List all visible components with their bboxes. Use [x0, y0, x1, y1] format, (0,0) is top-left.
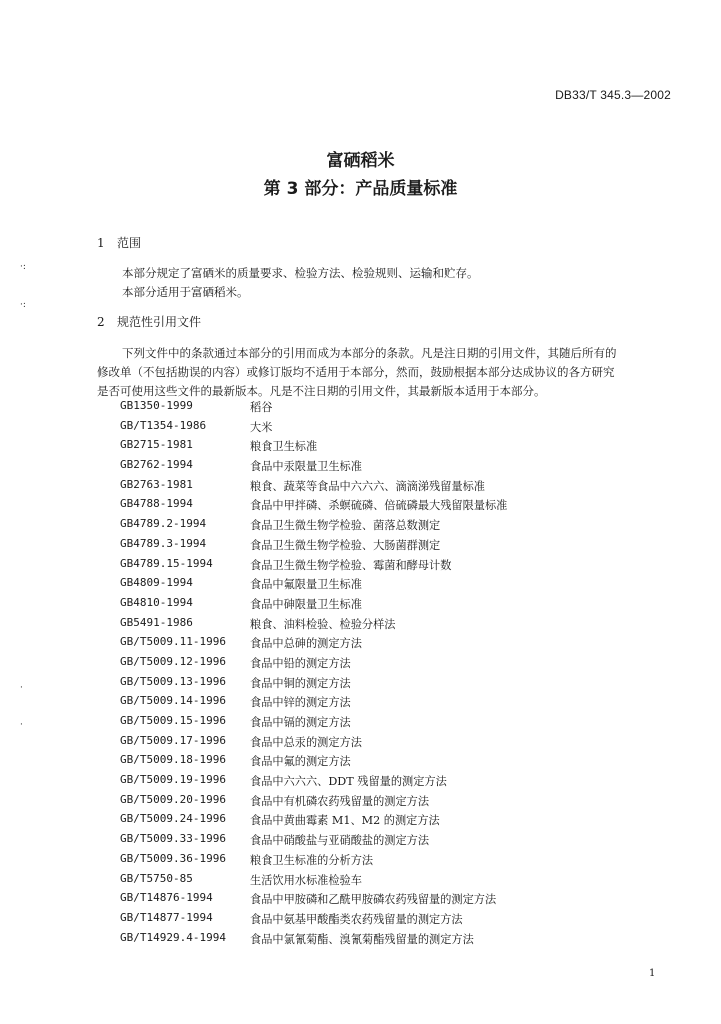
section-title: 规范性引用文件	[117, 315, 202, 329]
reference-item	[0, 692, 721, 712]
reference-code: GB/T5009.36-1996	[120, 851, 226, 865]
reference-code: GB4789.15-1994	[120, 556, 213, 570]
reference-item	[0, 771, 721, 791]
reference-title: 食品中六六六、DDT 残留量的测定方法	[250, 775, 447, 789]
reference-title: 粮食、蔬菜等食品中六六六、滴滴涕残留量标准	[250, 479, 485, 493]
reference-code: GB4788-1994	[120, 497, 193, 511]
reference-item	[0, 673, 721, 693]
reference-code: GB5491-1986	[120, 615, 193, 629]
margin-mark: ·:	[20, 262, 26, 272]
reference-item	[0, 751, 721, 771]
reference-code: GB/T1354-1986	[120, 418, 207, 432]
section-number: 2	[97, 315, 105, 329]
reference-code: GB2763-1981	[120, 477, 193, 491]
reference-code: GB/T5009.20-1996	[120, 792, 226, 806]
reference-code: GB/T14877-1994	[120, 910, 213, 924]
reference-item	[0, 830, 721, 850]
reference-title: 食品中硝酸盐与亚硝酸盐的测定方法	[250, 834, 430, 848]
reference-title: 稻谷	[250, 401, 273, 414]
reference-title: 食品卫生微生物学检验、大肠菌群测定	[250, 538, 441, 552]
section-1-line: 本部分规定了富硒米的质量要求、检验方法、检验规则、运输和贮存。	[122, 266, 479, 280]
reference-item	[0, 633, 721, 653]
section-1-line: 本部分适用于富硒稻米。	[122, 285, 249, 299]
reference-title: 食品中锌的测定方法	[250, 696, 351, 710]
section-1-heading	[97, 234, 141, 251]
reference-title: 食品中汞限量卫生标准	[250, 460, 362, 474]
reference-item	[0, 810, 721, 830]
reference-title: 食品中铜的测定方法	[250, 676, 351, 690]
section-number: 1	[97, 236, 105, 250]
reference-title: 粮食卫生标准	[250, 440, 318, 454]
reference-item	[0, 436, 721, 456]
reference-item	[0, 417, 721, 437]
reference-code: GB4810-1994	[120, 595, 193, 609]
reference-code: GB2762-1994	[120, 458, 193, 472]
reference-item	[0, 456, 721, 476]
reference-title: 食品中黄曲霉素 M1、M2 的测定方法	[250, 814, 440, 828]
section-2-intro-line: 是否可使用这些文件的最新版本。凡是不注日期的引用文件，其最新版本适用于本部分。	[97, 384, 546, 398]
reference-title: 粮食卫生标准的分析方法	[250, 853, 374, 867]
reference-item	[0, 495, 721, 515]
reference-item	[0, 614, 721, 634]
reference-code: GB2715-1981	[120, 438, 193, 452]
reference-title: 食品中氯氰菊酯、溴氰菊酯残留量的测定方法	[250, 932, 474, 946]
reference-title: 生活饮用水标准检验车	[250, 873, 362, 887]
reference-title: 食品卫生微生物学检验、霉菌和酵母计数	[250, 558, 452, 572]
reference-title: 食品中甲拌磷、杀螟硫磷、倍硫磷最大残留限量标准	[250, 499, 508, 513]
reference-code: GB1350-1999	[120, 399, 193, 412]
reference-code: GB/T5009.12-1996	[120, 654, 226, 668]
document-title: 富硒稻米	[326, 151, 395, 171]
reference-title: 食品中总砷的测定方法	[250, 637, 362, 651]
reference-item	[0, 397, 721, 417]
reference-title: 食品中甲胺磷和乙酰甲胺磷农药残留量的测定方法	[250, 893, 497, 907]
section-title: 范围	[117, 236, 142, 250]
reference-item	[0, 653, 721, 673]
reference-item	[0, 476, 721, 496]
reference-code: GB/T5009.13-1996	[120, 674, 226, 688]
reference-code: GB/T5009.14-1996	[120, 694, 226, 708]
reference-code: GB/T5009.33-1996	[120, 832, 226, 846]
reference-code: GB/T5009.17-1996	[120, 733, 226, 747]
reference-title: 食品中铅的测定方法	[250, 656, 351, 670]
reference-item	[0, 712, 721, 732]
reference-title: 食品中总汞的测定方法	[250, 735, 362, 749]
reference-code: GB/T5750-85	[120, 871, 193, 885]
reference-title: 食品中镉的测定方法	[250, 716, 351, 729]
reference-item	[0, 574, 721, 594]
reference-item	[0, 594, 721, 614]
reference-title: 食品中砷限量卫生标准	[250, 597, 362, 611]
reference-item	[0, 732, 721, 752]
reference-title: 食品中氟的测定方法	[250, 755, 351, 769]
reference-code: GB/T5009.15-1996	[120, 714, 226, 727]
document-subtitle: 第 3 部分：产品质量标准	[263, 179, 458, 199]
reference-item	[0, 909, 721, 929]
reference-list	[0, 397, 721, 948]
reference-item	[0, 889, 721, 909]
reference-title: 食品中氟限量卫生标准	[250, 578, 362, 592]
section-2-heading	[97, 313, 201, 330]
reference-code: GB/T14929.4-1994	[120, 930, 226, 944]
reference-title: 食品中有机磷农药残留量的测定方法	[250, 794, 430, 808]
reference-title: 食品卫生微生物学检验、菌落总数测定	[250, 519, 441, 533]
reference-code: GB/T5009.19-1996	[120, 773, 226, 787]
reference-title: 食品中氨基甲酸酯类农药残留量的测定方法	[250, 912, 463, 926]
page-number: 1	[649, 968, 656, 979]
reference-item	[0, 555, 721, 575]
margin-mark: ·:	[20, 300, 26, 310]
reference-code: GB4809-1994	[120, 576, 193, 590]
margin-mark: ·	[20, 683, 23, 693]
section-2-intro-line: 下列文件中的条款通过本部分的引用而成为本部分的条款。凡是注日期的引用文件，其随后所有的	[122, 346, 617, 360]
reference-item	[0, 515, 721, 535]
reference-code: GB4789.3-1994	[120, 536, 207, 550]
reference-item	[0, 929, 721, 949]
reference-item	[0, 535, 721, 555]
reference-code: GB/T14876-1994	[120, 891, 213, 905]
reference-title: 大米	[250, 420, 273, 434]
reference-title: 粮食、油料检验、检验分样法	[250, 617, 396, 631]
reference-code: GB/T5009.11-1996	[120, 635, 226, 649]
reference-code: GB/T5009.18-1996	[120, 753, 226, 767]
reference-item	[0, 870, 721, 890]
reference-code: GB4789.2-1994	[120, 517, 207, 531]
section-2-intro-line: 修改单（不包括勘误的内容）或修订版均不适用于本部分，然而，鼓励根据本部分达成协议的各方研究	[97, 365, 615, 379]
margin-mark: ·	[20, 720, 23, 730]
reference-item	[0, 791, 721, 811]
standard-code: DB33/T 345.3—2002	[555, 88, 671, 102]
reference-item	[0, 850, 721, 870]
reference-code: GB/T5009.24-1996	[120, 812, 226, 826]
